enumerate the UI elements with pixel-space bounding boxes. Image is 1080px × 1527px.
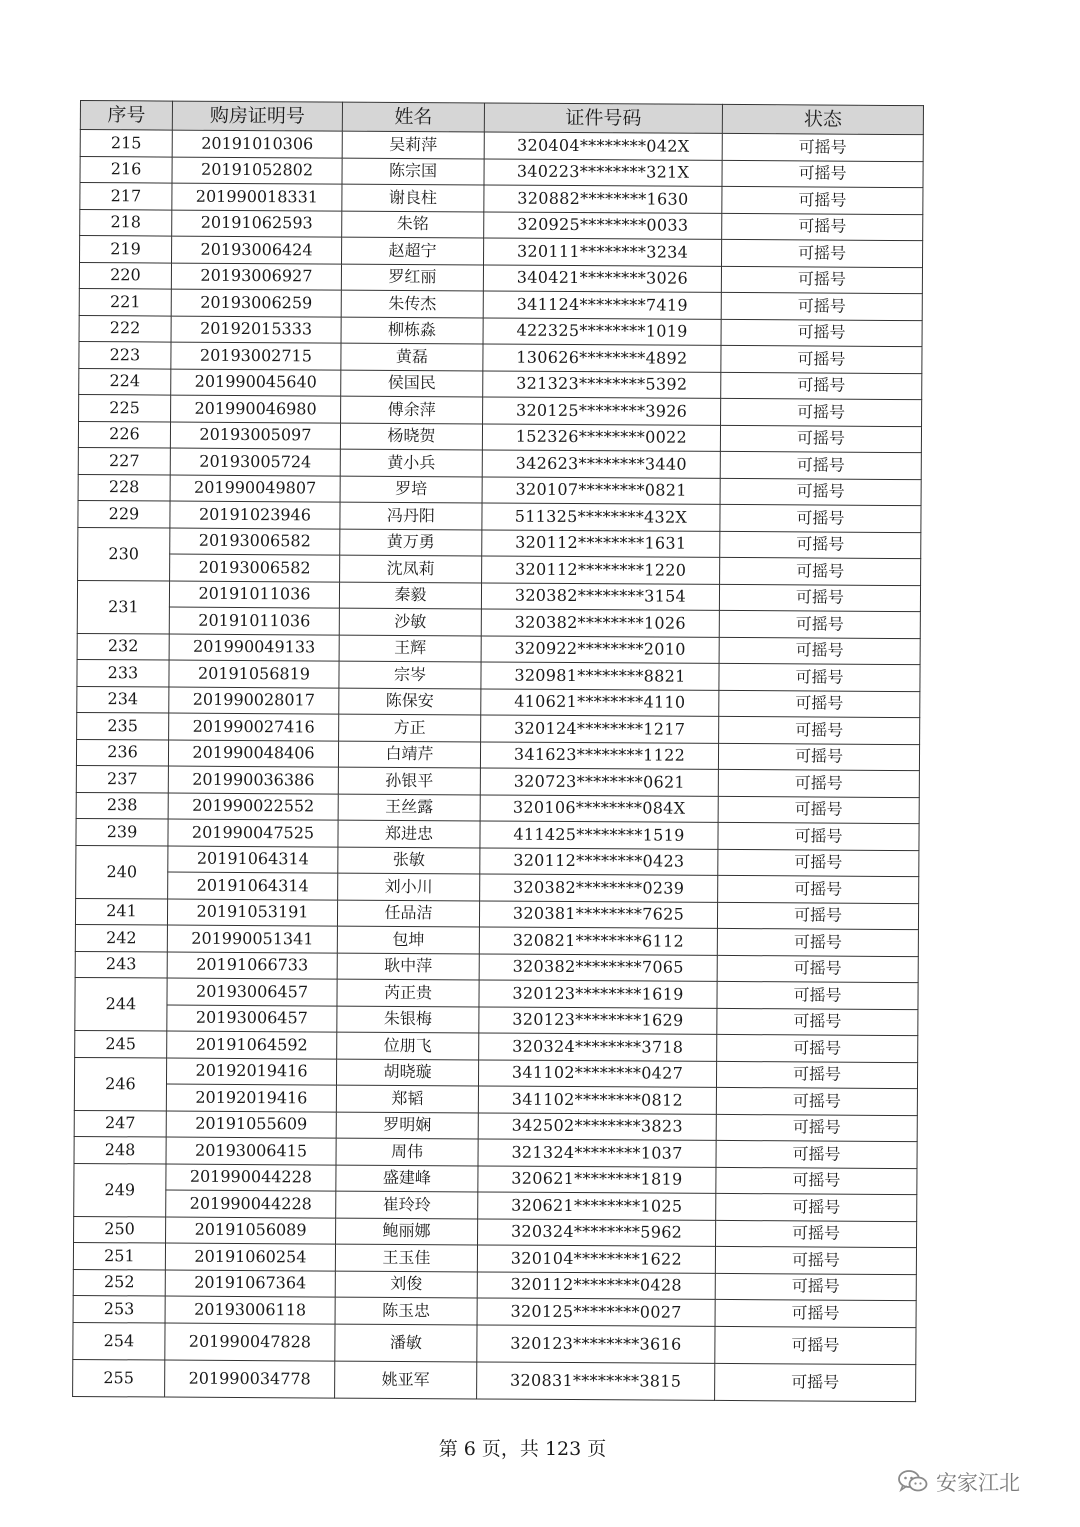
cell-seq: 229	[78, 500, 170, 527]
cell-name: 陈宗国	[342, 158, 484, 185]
cell-status: 可摇号	[722, 160, 923, 188]
cell-purchase-cert: 201990051341	[167, 925, 337, 953]
cell-purchase-cert: 20191053191	[167, 899, 337, 927]
cell-id-number: 320112********0428	[477, 1271, 715, 1299]
cell-name: 冯丹阳	[340, 502, 482, 529]
cell-name: 崔玲玲	[336, 1191, 478, 1218]
cell-name: 柳栋淼	[341, 317, 483, 344]
cell-seq: 225	[79, 394, 171, 421]
cell-id-number: 341102********0812	[478, 1086, 716, 1114]
cell-seq: 234	[77, 686, 169, 713]
cell-status: 可摇号	[721, 292, 922, 320]
cell-status: 可摇号	[722, 133, 923, 161]
cell-id-number: 320382********1026	[481, 609, 719, 637]
page-number: 第 6 页，共 123 页	[438, 1438, 607, 1460]
cell-id-number: 341102********0427	[478, 1059, 716, 1087]
table-row	[73, 1359, 916, 1401]
cell-id-number: 320124********1217	[481, 715, 719, 743]
cell-seq: 242	[75, 924, 167, 951]
cell-seq: 254	[73, 1322, 165, 1360]
cell-name: 朱传杰	[341, 290, 483, 317]
cell-status: 可摇号	[722, 186, 923, 214]
cell-seq: 237	[76, 765, 168, 792]
cell-purchase-cert: 201990046980	[171, 395, 341, 423]
cell-seq: 224	[79, 368, 171, 395]
cell-name: 沙敏	[339, 608, 481, 635]
cell-id-number: 320382********0239	[480, 874, 718, 902]
cell-seq: 251	[73, 1242, 165, 1269]
cell-id-number: 320922********2010	[481, 635, 719, 663]
cell-id-number: 320621********1025	[478, 1192, 716, 1220]
cell-name: 盛建峰	[336, 1165, 478, 1192]
cell-purchase-cert: 20193006582	[170, 554, 340, 582]
cell-status: 可摇号	[721, 239, 922, 267]
cell-id-number: 320882********1630	[484, 185, 722, 213]
cell-status: 可摇号	[720, 425, 921, 453]
cell-id-number: 340421********3026	[483, 264, 721, 292]
cell-status: 可摇号	[718, 769, 919, 797]
cell-status: 可摇号	[716, 1167, 917, 1195]
cell-seq: 215	[80, 130, 172, 157]
cell-purchase-cert: 20192015333	[171, 316, 341, 344]
cell-name: 陈保安	[339, 688, 481, 715]
cell-status: 可摇号	[716, 1220, 917, 1248]
cell-name: 吴莉萍	[342, 131, 484, 158]
cell-id-number: 511325********432X	[482, 503, 720, 531]
table-body	[73, 130, 924, 1402]
watermark-text: 安家江北	[936, 1471, 1020, 1495]
cell-purchase-cert: 20191010306	[172, 130, 342, 158]
cell-name: 刘小川	[338, 873, 480, 900]
cell-purchase-cert: 20191064314	[168, 846, 338, 874]
cell-status: 可摇号	[716, 1061, 917, 1089]
cell-id-number: 320382********3154	[481, 582, 719, 610]
cell-status: 可摇号	[716, 1114, 917, 1142]
cell-seq: 228	[78, 474, 170, 501]
cell-purchase-cert: 201990044228	[166, 1190, 336, 1218]
cell-status: 可摇号	[719, 663, 920, 691]
cell-seq: 241	[75, 898, 167, 925]
cell-id-number: 320125********0027	[477, 1298, 715, 1326]
cell-seq: 249	[74, 1163, 166, 1217]
cell-name: 侯国民	[341, 370, 483, 397]
cell-purchase-cert: 20193006457	[167, 978, 337, 1006]
cell-status: 可摇号	[717, 902, 918, 930]
cell-seq: 231	[77, 580, 169, 634]
cell-id-number: 320112********1631	[482, 529, 720, 557]
cell-seq: 219	[80, 236, 172, 263]
cell-seq: 243	[75, 951, 167, 978]
cell-status: 可摇号	[720, 504, 921, 532]
cell-purchase-cert: 201990034778	[165, 1360, 335, 1398]
cell-id-number: 320324********3718	[479, 1033, 717, 1061]
cell-status: 可摇号	[717, 928, 918, 956]
cell-seq: 235	[77, 712, 169, 739]
cell-status: 可摇号	[718, 743, 919, 771]
cell-seq: 246	[74, 1057, 166, 1111]
cell-seq: 220	[79, 262, 171, 289]
cell-seq: 218	[80, 209, 172, 236]
cell-id-number: 321324********1037	[478, 1139, 716, 1167]
cell-seq: 217	[80, 183, 172, 210]
cell-seq: 253	[73, 1295, 165, 1322]
cell-name: 王玉佳	[335, 1244, 477, 1271]
cell-seq: 230	[78, 527, 170, 581]
cell-status: 可摇号	[715, 1246, 916, 1274]
cell-id-number: 320621********1819	[478, 1165, 716, 1193]
cell-name: 张敏	[338, 847, 480, 874]
cell-name: 罗红丽	[341, 264, 483, 291]
cell-purchase-cert: 20192019416	[166, 1084, 336, 1112]
cell-name: 黄磊	[341, 343, 483, 370]
cell-seq: 252	[73, 1269, 165, 1296]
cell-status: 可摇号	[716, 1087, 917, 1115]
header-status: 状态	[722, 104, 923, 134]
cell-seq: 238	[76, 792, 168, 819]
cell-status: 可摇号	[717, 1034, 918, 1062]
cell-id-number: 320125********3926	[483, 397, 721, 425]
cell-id-number: 320123********3616	[477, 1324, 715, 1362]
cell-status: 可摇号	[722, 213, 923, 241]
cell-id-number: 422325********1019	[483, 317, 721, 345]
cell-seq: 232	[77, 633, 169, 660]
cell-id-number: 411425********1519	[480, 821, 718, 849]
cell-status: 可摇号	[718, 822, 919, 850]
cell-name: 王丝露	[338, 794, 480, 821]
cell-seq: 222	[79, 315, 171, 342]
cell-purchase-cert: 20191055609	[166, 1111, 336, 1139]
cell-purchase-cert: 20193005097	[170, 422, 340, 450]
cell-purchase-cert: 20191066733	[167, 952, 337, 980]
cell-purchase-cert: 20193006118	[165, 1296, 335, 1324]
cell-status: 可摇号	[715, 1273, 916, 1301]
cell-purchase-cert: 20191052802	[172, 157, 342, 185]
cell-status: 可摇号	[720, 478, 921, 506]
wechat-chat-icon	[898, 1469, 928, 1495]
cell-purchase-cert: 20191060254	[165, 1243, 335, 1271]
cell-purchase-cert: 20191067364	[165, 1270, 335, 1298]
cell-status: 可摇号	[718, 875, 919, 903]
cell-name: 位朋飞	[337, 1032, 479, 1059]
cell-seq: 233	[77, 659, 169, 686]
cell-id-number: 320381********7625	[479, 900, 717, 928]
cell-purchase-cert: 201990018331	[172, 183, 342, 211]
cell-id-number: 320981********8821	[481, 662, 719, 690]
cell-status: 可摇号	[719, 637, 920, 665]
cell-purchase-cert: 20191011036	[169, 581, 339, 609]
cell-name: 周伟	[336, 1138, 478, 1165]
cell-status: 可摇号	[715, 1299, 916, 1327]
cell-name: 王辉	[339, 635, 481, 662]
cell-id-number: 341124********7419	[483, 291, 721, 319]
cell-purchase-cert: 20191011036	[169, 607, 339, 635]
cell-status: 可摇号	[721, 345, 922, 373]
cell-name: 朱铭	[342, 211, 484, 238]
table-row	[73, 1322, 916, 1364]
cell-status: 可摇号	[720, 531, 921, 559]
cell-purchase-cert: 20191056819	[169, 660, 339, 688]
cell-status: 可摇号	[721, 372, 922, 400]
cell-id-number: 320925********0033	[484, 211, 722, 239]
cell-name: 鲍丽娜	[336, 1218, 478, 1245]
cell-id-number: 321323********5392	[483, 370, 721, 398]
cell-id-number: 320111********3234	[484, 238, 722, 266]
lottery-eligibility-table	[72, 100, 924, 1402]
cell-name: 白靖芹	[338, 741, 480, 768]
cell-name: 赵超宁	[342, 237, 484, 264]
cell-status: 可摇号	[716, 1193, 917, 1221]
cell-purchase-cert: 201990022552	[168, 793, 338, 821]
cell-purchase-cert: 20193006582	[170, 528, 340, 556]
cell-id-number: 320382********7065	[479, 953, 717, 981]
cell-status: 可摇号	[719, 716, 920, 744]
header-seq: 序号	[80, 101, 172, 131]
cell-name: 宗岑	[339, 661, 481, 688]
cell-seq: 244	[75, 977, 167, 1031]
cell-purchase-cert: 20192019416	[166, 1058, 336, 1086]
cell-name: 姚亚军	[335, 1361, 477, 1399]
cell-name: 傅余萍	[341, 396, 483, 423]
cell-seq: 250	[74, 1216, 166, 1243]
cell-name: 朱银梅	[337, 1006, 479, 1033]
cell-id-number: 320123********1619	[479, 980, 717, 1008]
cell-id-number: 320107********0821	[482, 476, 720, 504]
cell-id-number: 340223********321X	[484, 158, 722, 186]
cell-status: 可摇号	[721, 319, 922, 347]
cell-status: 可摇号	[721, 398, 922, 426]
cell-id-number: 320112********0423	[480, 847, 718, 875]
cell-name: 胡晓璇	[336, 1059, 478, 1086]
cell-purchase-cert: 201990028017	[169, 687, 339, 715]
cell-seq: 245	[75, 1030, 167, 1057]
cell-purchase-cert: 20193002715	[171, 342, 341, 370]
cell-seq: 236	[76, 739, 168, 766]
cell-name: 黄万勇	[340, 529, 482, 556]
cell-name: 方正	[339, 714, 481, 741]
cell-purchase-cert: 201990048406	[168, 740, 338, 768]
cell-id-number: 320324********5962	[478, 1218, 716, 1246]
cell-name: 秦毅	[339, 582, 481, 609]
cell-name: 包坤	[337, 926, 479, 953]
cell-id-number: 320104********1622	[477, 1245, 715, 1273]
cell-id-number: 320112********1220	[482, 556, 720, 584]
cell-purchase-cert: 20193006415	[166, 1137, 336, 1165]
cell-name: 郑韬	[336, 1085, 478, 1112]
cell-name: 潘敏	[335, 1324, 477, 1362]
cell-seq: 216	[80, 156, 172, 183]
cell-status: 可摇号	[716, 1140, 917, 1168]
cell-seq: 227	[78, 447, 170, 474]
cell-id-number: 410621********4110	[481, 688, 719, 716]
cell-purchase-cert: 20193005724	[170, 448, 340, 476]
cell-name: 任品洁	[337, 900, 479, 927]
header-id-number: 证件号码	[484, 103, 722, 133]
cell-purchase-cert: 201990047525	[168, 819, 338, 847]
cell-name: 郑进忠	[338, 820, 480, 847]
cell-name: 沈凤莉	[340, 555, 482, 582]
cell-seq: 223	[79, 341, 171, 368]
cell-purchase-cert: 20193006259	[171, 289, 341, 317]
cell-name: 罗培	[340, 476, 482, 503]
header-purchase-cert: 购房证明号	[172, 101, 342, 131]
cell-name: 罗明娴	[336, 1112, 478, 1139]
cell-status: 可摇号	[721, 266, 922, 294]
cell-status: 可摇号	[720, 451, 921, 479]
cell-status: 可摇号	[720, 557, 921, 585]
header-name: 姓名	[342, 102, 484, 132]
cell-purchase-cert: 201990027416	[169, 713, 339, 741]
cell-name: 陈玉忠	[335, 1297, 477, 1324]
cell-purchase-cert: 20193006927	[171, 263, 341, 291]
cell-purchase-cert: 20191023946	[170, 501, 340, 529]
cell-name: 黄小兵	[340, 449, 482, 476]
cell-seq: 248	[74, 1136, 166, 1163]
cell-name: 孙银平	[338, 767, 480, 794]
cell-status: 可摇号	[718, 796, 919, 824]
cell-id-number: 342623********3440	[482, 450, 720, 478]
cell-id-number: 320723********0621	[480, 768, 718, 796]
cell-status: 可摇号	[718, 849, 919, 877]
cell-purchase-cert: 20191062593	[172, 210, 342, 238]
cell-purchase-cert: 20193006457	[167, 1005, 337, 1033]
cell-purchase-cert: 201990049807	[170, 475, 340, 503]
cell-status: 可摇号	[717, 955, 918, 983]
cell-status: 可摇号	[715, 1363, 916, 1401]
cell-id-number: 341623********1122	[480, 741, 718, 769]
cell-purchase-cert: 201990045640	[171, 369, 341, 397]
cell-status: 可摇号	[719, 584, 920, 612]
cell-purchase-cert: 20193006424	[172, 236, 342, 264]
cell-purchase-cert: 201990044228	[166, 1164, 336, 1192]
watermark	[898, 1462, 1020, 1502]
cell-status: 可摇号	[717, 1008, 918, 1036]
cell-purchase-cert: 20191064314	[168, 872, 338, 900]
cell-purchase-cert: 20191056089	[166, 1217, 336, 1245]
cell-id-number: 130626********4892	[483, 344, 721, 372]
cell-id-number: 320123********1629	[479, 1006, 717, 1034]
cell-seq: 255	[73, 1359, 165, 1397]
cell-status: 可摇号	[719, 690, 920, 718]
cell-seq: 247	[74, 1110, 166, 1137]
cell-id-number: 320106********084X	[480, 794, 718, 822]
cell-purchase-cert: 201990036386	[168, 766, 338, 794]
cell-purchase-cert: 201990049133	[169, 634, 339, 662]
cell-name: 谢良柱	[342, 184, 484, 211]
cell-seq: 226	[78, 421, 170, 448]
cell-status: 可摇号	[717, 981, 918, 1009]
cell-name: 芮正贵	[337, 979, 479, 1006]
cell-seq: 240	[76, 845, 168, 899]
cell-name: 刘俊	[335, 1271, 477, 1298]
cell-id-number: 152326********0022	[482, 423, 720, 451]
cell-seq: 221	[79, 288, 171, 315]
cell-name: 杨晓贺	[340, 423, 482, 450]
cell-purchase-cert: 20191064592	[167, 1031, 337, 1059]
cell-id-number: 320831********3815	[477, 1361, 715, 1399]
cell-id-number: 320404********042X	[484, 132, 722, 160]
cell-status: 可摇号	[719, 610, 920, 638]
cell-id-number: 320821********6112	[479, 927, 717, 955]
cell-name: 耿中萍	[337, 953, 479, 980]
cell-seq: 239	[76, 818, 168, 845]
cell-id-number: 342502********3823	[478, 1112, 716, 1140]
cell-status: 可摇号	[715, 1326, 916, 1364]
cell-purchase-cert: 201990047828	[165, 1323, 335, 1361]
